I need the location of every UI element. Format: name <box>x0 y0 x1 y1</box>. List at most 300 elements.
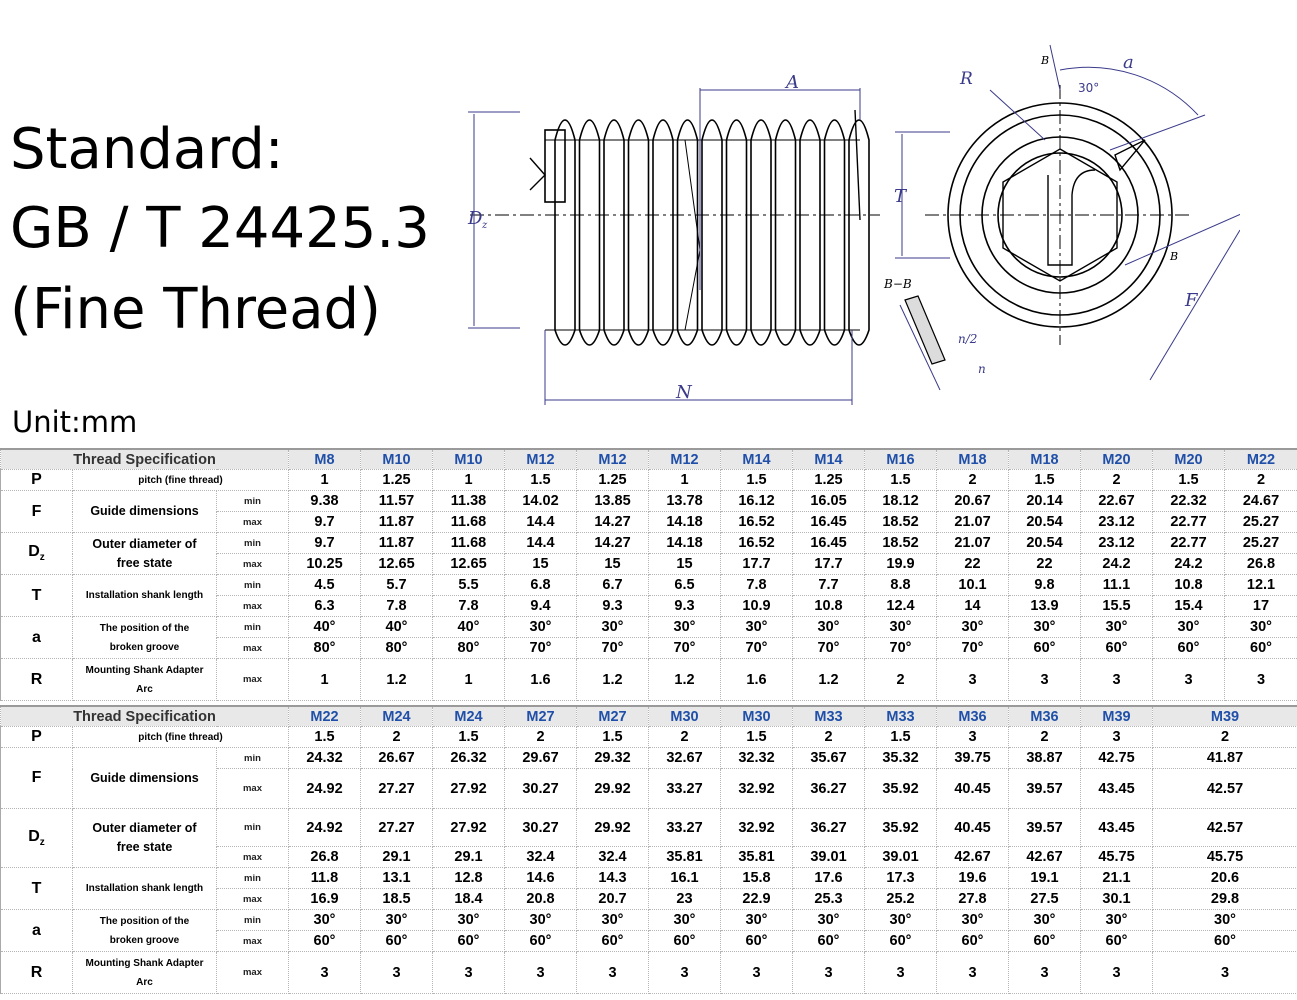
thread-ridge <box>825 120 845 345</box>
guide-value: 20.54 <box>1009 512 1081 533</box>
install-length-min-row <box>1 575 1297 596</box>
pitch-row <box>1 727 1297 748</box>
install-length-value: 7.8 <box>433 596 505 617</box>
thread-ridge <box>604 120 624 345</box>
outer-diameter-value: 14.27 <box>577 533 649 554</box>
pitch-value: 3 <box>937 727 1009 748</box>
broken-groove-value: 60° <box>865 931 937 952</box>
broken-groove-value: 30° <box>1081 910 1153 931</box>
guide-value: 35.32 <box>865 748 937 769</box>
shank-arc-value: 3 <box>1153 659 1225 701</box>
guide-value: 24.32 <box>289 748 361 769</box>
end-view <box>925 85 1190 345</box>
broken-groove-value: 60° <box>361 931 433 952</box>
install-length-value: 17 <box>1225 596 1297 617</box>
minmax-label: min <box>217 809 289 847</box>
outer-diameter-value: 15 <box>505 554 577 575</box>
guide-value: 22.77 <box>1153 512 1225 533</box>
broken-groove-value: 30° <box>433 910 505 931</box>
label-line: Outer diameter of <box>92 821 197 835</box>
broken-groove-value: 60° <box>1009 638 1081 659</box>
broken-groove-value: 30° <box>649 617 721 638</box>
guide-value: 11.68 <box>433 512 505 533</box>
install-length-value: 6.8 <box>505 575 577 596</box>
section-mark-b-top: B <box>1041 54 1050 67</box>
spec-header-cell: M36 <box>1009 706 1081 727</box>
outer-diameter-value: 19.9 <box>865 554 937 575</box>
guide-value: 39.57 <box>1009 769 1081 809</box>
thread-ridge <box>678 120 698 345</box>
header-label: Thread Specification <box>1 449 289 470</box>
broken-groove-value: 60° <box>289 931 361 952</box>
guide-value: 43.45 <box>1081 769 1153 809</box>
install-length-value: 7.8 <box>361 596 433 617</box>
shank-arc-value: 3 <box>1153 952 1297 994</box>
spec-header-cell: M14 <box>793 449 865 470</box>
shank-arc-value: 3 <box>937 952 1009 994</box>
thread-ridge <box>629 120 649 345</box>
spec-table-2 <box>0 705 1297 994</box>
outer-diameter-value: 14.18 <box>649 533 721 554</box>
symbol-p: P <box>1 727 73 748</box>
broken-groove-value: 70° <box>505 638 577 659</box>
label-install-length <box>73 868 217 910</box>
minmax-label: max <box>217 889 289 910</box>
guide-value: 18.12 <box>865 491 937 512</box>
outer-diameter-min-row <box>1 533 1297 554</box>
broken-groove-value: 30° <box>793 910 865 931</box>
symbol-dz-main: D <box>28 543 40 561</box>
outer-diameter-value: 11.68 <box>433 533 505 554</box>
install-length-value: 23 <box>649 889 721 910</box>
outer-diameter-value: 39.01 <box>865 847 937 868</box>
outer-diameter-value: 42.57 <box>1153 809 1297 847</box>
minmax-label: min <box>217 533 289 554</box>
broken-groove-value: 30° <box>361 910 433 931</box>
outer-diameter-value: 15 <box>577 554 649 575</box>
pitch-value: 1.25 <box>793 470 865 491</box>
broken-groove-value: 30° <box>1009 617 1081 638</box>
label-pitch: pitch (fine thread) <box>73 727 289 748</box>
pitch-value: 1.5 <box>505 470 577 491</box>
outer-diameter-value: 16.45 <box>793 533 865 554</box>
broken-groove-value: 30° <box>721 617 793 638</box>
shank-arc-value: 1 <box>433 659 505 701</box>
outer-diameter-value: 22 <box>937 554 1009 575</box>
label-line: The position of the <box>99 622 190 634</box>
guide-value: 18.52 <box>865 512 937 533</box>
outer-diameter-value: 27.27 <box>361 809 433 847</box>
broken-groove-value: 30° <box>1153 617 1225 638</box>
broken-groove-value: 70° <box>577 638 649 659</box>
label-line: Outer diameter of <box>92 536 197 551</box>
spec-header-cell: M22 <box>289 706 361 727</box>
guide-value: 16.05 <box>793 491 865 512</box>
install-length-value: 13.1 <box>361 868 433 889</box>
pitch-value: 1.5 <box>433 727 505 748</box>
outer-diameter-value: 17.7 <box>721 554 793 575</box>
minmax-label: max <box>217 847 289 868</box>
broken-groove-value: 60° <box>1153 931 1297 952</box>
install-length-value: 5.5 <box>433 575 505 596</box>
symbol-p: P <box>1 470 73 491</box>
pitch-value: 1.5 <box>865 470 937 491</box>
broken-groove-value: 30° <box>577 910 649 931</box>
broken-groove-value: 30° <box>865 910 937 931</box>
broken-groove-value: 60° <box>937 931 1009 952</box>
title-standard-number: GB / T 24425.3 <box>10 196 430 261</box>
broken-groove-value: 40° <box>289 617 361 638</box>
broken-groove-value: 60° <box>505 931 577 952</box>
install-length-value: 20.7 <box>577 889 649 910</box>
shank-arc-value: 3 <box>1081 659 1153 701</box>
outer-diameter-value: 26.8 <box>1225 554 1297 575</box>
pitch-value: 1 <box>433 470 505 491</box>
outer-diameter-value: 24.92 <box>289 809 361 847</box>
pitch-value: 2 <box>505 727 577 748</box>
label-pitch: pitch (fine thread) <box>73 470 289 491</box>
shank-arc-value: 3 <box>289 952 361 994</box>
thread-ridge <box>702 120 722 345</box>
install-length-value: 25.3 <box>793 889 865 910</box>
shank-arc-value: 3 <box>649 952 721 994</box>
broken-groove-value: 80° <box>433 638 505 659</box>
shank-arc-value: 3 <box>433 952 505 994</box>
symbol-f: F <box>1 491 73 533</box>
guide-min-row <box>1 748 1297 769</box>
guide-value: 16.45 <box>793 512 865 533</box>
install-length-value: 9.4 <box>505 596 577 617</box>
install-length-value: 21.1 <box>1081 868 1153 889</box>
thread-ridge <box>751 120 771 345</box>
shank-arc-row <box>1 952 1297 994</box>
minmax-label: min <box>217 575 289 596</box>
symbol-dz-sub: z <box>39 552 45 564</box>
minmax-label: min <box>217 491 289 512</box>
guide-value: 25.27 <box>1225 512 1297 533</box>
install-length-value: 10.9 <box>721 596 793 617</box>
guide-value: 42.57 <box>1153 769 1297 809</box>
pitch-value: 1 <box>289 470 361 491</box>
broken-groove-value: 60° <box>1009 931 1081 952</box>
symbol-dz <box>1 809 73 868</box>
shank-arc-value: 3 <box>721 952 793 994</box>
broken-groove-value: 70° <box>649 638 721 659</box>
install-length-value: 16.1 <box>649 868 721 889</box>
label-line: broken groove <box>109 641 180 653</box>
shank-arc-value: 1.2 <box>361 659 433 701</box>
dim-label-30deg: 30° <box>1078 81 1100 95</box>
shank-arc-value: 3 <box>577 952 649 994</box>
install-length-value: 5.7 <box>361 575 433 596</box>
guide-value: 20.67 <box>937 491 1009 512</box>
minmax-label: max <box>217 952 289 994</box>
outer-diameter-value: 42.67 <box>937 847 1009 868</box>
guide-value: 38.87 <box>1009 748 1081 769</box>
guide-value: 11.87 <box>361 512 433 533</box>
shank-arc-value: 3 <box>937 659 1009 701</box>
broken-groove-value: 30° <box>1153 910 1297 931</box>
outer-diameter-value: 24.2 <box>1081 554 1153 575</box>
install-length-value: 14.6 <box>505 868 577 889</box>
guide-value: 35.92 <box>865 769 937 809</box>
thread-ridge <box>776 120 796 345</box>
broken-groove-value: 30° <box>937 617 1009 638</box>
symbol-t: T <box>1 868 73 910</box>
dim-label-n: N <box>676 382 692 403</box>
shank-arc-value: 3 <box>865 952 937 994</box>
outer-diameter-value: 30.27 <box>505 809 577 847</box>
guide-value: 27.27 <box>361 769 433 809</box>
install-length-value: 10.1 <box>937 575 1009 596</box>
pitch-value: 1.5 <box>1153 470 1225 491</box>
broken-groove-value: 30° <box>937 910 1009 931</box>
broken-groove-value: 30° <box>505 617 577 638</box>
spec-header-cell: M27 <box>505 706 577 727</box>
guide-value: 32.92 <box>721 769 793 809</box>
spec-header-cell: M39 <box>1081 706 1153 727</box>
minmax-label: min <box>217 910 289 931</box>
guide-value: 29.67 <box>505 748 577 769</box>
broken-groove-value: 30° <box>1081 617 1153 638</box>
label-line: Arc <box>136 976 153 988</box>
guide-value: 22.67 <box>1081 491 1153 512</box>
broken-groove-value: 30° <box>865 617 937 638</box>
spec-header-cell: M30 <box>649 706 721 727</box>
guide-value: 32.67 <box>649 748 721 769</box>
outer-diameter-value: 29.92 <box>577 809 649 847</box>
broken-groove-value: 30° <box>721 910 793 931</box>
shank-arc-value: 3 <box>505 952 577 994</box>
guide-value: 36.27 <box>793 769 865 809</box>
spec-header-cell: M18 <box>937 449 1009 470</box>
symbol-dz-main: D <box>28 827 40 845</box>
minmax-label: max <box>217 769 289 809</box>
guide-value: 21.07 <box>937 512 1009 533</box>
pitch-value: 1.5 <box>721 470 793 491</box>
outer-diameter-value: 36.27 <box>793 809 865 847</box>
dim-label-dz-sub: z <box>482 220 488 231</box>
broken-groove-min-row <box>1 617 1297 638</box>
broken-groove-value: 30° <box>1225 617 1297 638</box>
install-length-value: 7.8 <box>721 575 793 596</box>
shank-arc-value: 3 <box>1009 659 1081 701</box>
guide-value: 26.67 <box>361 748 433 769</box>
spec-header-cell: M24 <box>433 706 505 727</box>
spec-header-cell: M18 <box>1009 449 1081 470</box>
outer-diameter-value: 27.92 <box>433 809 505 847</box>
unit-label: Unit:mm <box>12 405 138 439</box>
guide-value: 9.7 <box>289 512 361 533</box>
symbol-dz <box>1 533 73 575</box>
pitch-value: 1 <box>649 470 721 491</box>
broken-groove-value: 60° <box>577 931 649 952</box>
install-length-min-row <box>1 868 1297 889</box>
guide-value: 14.27 <box>577 512 649 533</box>
minmax-label: max <box>217 659 289 701</box>
shank-arc-value: 1.2 <box>577 659 649 701</box>
outer-diameter-value: 21.07 <box>937 533 1009 554</box>
pitch-value: 2 <box>1153 727 1297 748</box>
broken-groove-value: 60° <box>1081 931 1153 952</box>
dim-label-dz: D <box>468 208 483 229</box>
pitch-value: 1.5 <box>289 727 361 748</box>
label-outer-diameter <box>73 533 217 575</box>
dim-label-a: A <box>786 72 799 93</box>
shank-arc-value: 3 <box>361 952 433 994</box>
section-view <box>905 296 945 364</box>
pitch-value: 2 <box>793 727 865 748</box>
shank-arc-value: 1.6 <box>505 659 577 701</box>
guide-value: 35.67 <box>793 748 865 769</box>
guide-value: 11.57 <box>361 491 433 512</box>
outer-diameter-value: 22 <box>1009 554 1081 575</box>
guide-value: 29.92 <box>577 769 649 809</box>
broken-groove-value: 60° <box>1081 638 1153 659</box>
outer-diameter-value: 14.4 <box>505 533 577 554</box>
broken-groove-value: 30° <box>793 617 865 638</box>
broken-groove-value: 60° <box>1153 638 1225 659</box>
outer-diameter-value: 33.27 <box>649 809 721 847</box>
guide-value: 20.14 <box>1009 491 1081 512</box>
outer-diameter-value: 17.7 <box>793 554 865 575</box>
install-length-value: 6.7 <box>577 575 649 596</box>
symbol-f: F <box>1 748 73 809</box>
spec-header-cell: M33 <box>793 706 865 727</box>
install-length-value: 30.1 <box>1081 889 1153 910</box>
symbol-dz-sub: z <box>39 837 45 849</box>
broken-groove-value: 60° <box>433 931 505 952</box>
spec-header-cell: M39 <box>1153 706 1297 727</box>
outer-diameter-value: 23.12 <box>1081 533 1153 554</box>
outer-diameter-value: 40.45 <box>937 809 1009 847</box>
dim-label-r: R <box>960 69 973 89</box>
outer-diameter-value: 35.81 <box>721 847 793 868</box>
pitch-row <box>1 470 1297 491</box>
minmax-label: max <box>217 512 289 533</box>
minmax-label: max <box>217 931 289 952</box>
label-line: Arc <box>136 683 153 695</box>
spec-header-cell: M22 <box>1225 449 1297 470</box>
guide-value: 14.18 <box>649 512 721 533</box>
install-length-value: 8.8 <box>865 575 937 596</box>
spec-header-cell: M12 <box>577 449 649 470</box>
broken-groove-value: 60° <box>793 931 865 952</box>
guide-value: 13.85 <box>577 491 649 512</box>
label-line: The position of the <box>99 915 190 927</box>
outer-diameter-value: 39.57 <box>1009 809 1081 847</box>
spec-header-cell: M12 <box>649 449 721 470</box>
end-view-dims <box>895 45 1240 390</box>
label-line: Installation shank length <box>85 883 204 894</box>
outer-diameter-value: 16.52 <box>721 533 793 554</box>
guide-value: 14.02 <box>505 491 577 512</box>
install-length-value: 12.8 <box>433 868 505 889</box>
outer-diameter-value: 18.52 <box>865 533 937 554</box>
shank-arc-value: 3 <box>1225 659 1297 701</box>
guide-value: 33.27 <box>649 769 721 809</box>
shank-arc-row <box>1 659 1297 701</box>
install-length-value: 15.5 <box>1081 596 1153 617</box>
install-length-value: 9.8 <box>1009 575 1081 596</box>
guide-value: 16.12 <box>721 491 793 512</box>
guide-min-row <box>1 491 1297 512</box>
spec-header-cell: M33 <box>865 706 937 727</box>
outer-diameter-value: 32.4 <box>505 847 577 868</box>
guide-value: 27.92 <box>433 769 505 809</box>
guide-value: 16.52 <box>721 512 793 533</box>
label-line: Guide dimensions <box>90 504 199 518</box>
broken-groove-value: 40° <box>433 617 505 638</box>
label-line: Guide dimensions <box>90 770 199 785</box>
outer-diameter-value: 22.77 <box>1153 533 1225 554</box>
label-shank-arc <box>73 659 217 701</box>
outer-diameter-value: 43.45 <box>1081 809 1153 847</box>
install-length-value: 6.3 <box>289 596 361 617</box>
broken-groove-value: 60° <box>649 931 721 952</box>
install-length-value: 9.3 <box>649 596 721 617</box>
pitch-value: 1.5 <box>1009 470 1081 491</box>
install-length-value: 16.9 <box>289 889 361 910</box>
pitch-value: 1.5 <box>721 727 793 748</box>
broken-groove-value: 60° <box>1225 638 1297 659</box>
outer-diameter-value: 11.87 <box>361 533 433 554</box>
outer-diameter-value: 45.75 <box>1153 847 1297 868</box>
spec-header-cell: M36 <box>937 706 1009 727</box>
spec-header-cell: M8 <box>289 449 361 470</box>
broken-groove-value: 70° <box>793 638 865 659</box>
shank-arc-value: 2 <box>865 659 937 701</box>
dim-label-f: F <box>1185 290 1198 311</box>
dim-label-t: T <box>894 186 907 207</box>
outer-diameter-value: 15 <box>649 554 721 575</box>
outer-diameter-value: 12.65 <box>361 554 433 575</box>
thread-insert-drawing <box>460 30 1240 410</box>
install-length-value: 20.8 <box>505 889 577 910</box>
thread-ridge <box>800 120 820 345</box>
spec-header-cell: M10 <box>361 449 433 470</box>
spec-header-cell: M24 <box>361 706 433 727</box>
spec-header-cell: M20 <box>1081 449 1153 470</box>
install-length-value: 18.5 <box>361 889 433 910</box>
guide-value: 22.32 <box>1153 491 1225 512</box>
pitch-value: 2 <box>649 727 721 748</box>
install-length-value: 22.9 <box>721 889 793 910</box>
guide-value: 39.75 <box>937 748 1009 769</box>
install-length-value: 18.4 <box>433 889 505 910</box>
install-length-value: 19.1 <box>1009 868 1081 889</box>
section-label: B−B <box>884 277 912 291</box>
guide-value: 9.38 <box>289 491 361 512</box>
broken-groove-value: 80° <box>289 638 361 659</box>
guide-value: 24.67 <box>1225 491 1297 512</box>
install-length-value: 9.3 <box>577 596 649 617</box>
spec-header-cell: M20 <box>1153 449 1225 470</box>
label-guide <box>73 491 217 533</box>
header-label: Thread Specification <box>1 706 289 727</box>
install-length-value: 11.8 <box>289 868 361 889</box>
dim-label-n-small: n <box>978 362 986 376</box>
minmax-label: max <box>217 596 289 617</box>
install-length-value: 15.4 <box>1153 596 1225 617</box>
outer-diameter-value: 32.4 <box>577 847 649 868</box>
install-length-value: 29.8 <box>1153 889 1297 910</box>
shank-arc-value: 3 <box>1009 952 1081 994</box>
shank-arc-value: 1.6 <box>721 659 793 701</box>
label-line: free state <box>116 840 173 854</box>
label-line: Mounting Shank Adapter <box>85 957 204 969</box>
label-line: Mounting Shank Adapter <box>85 664 204 676</box>
